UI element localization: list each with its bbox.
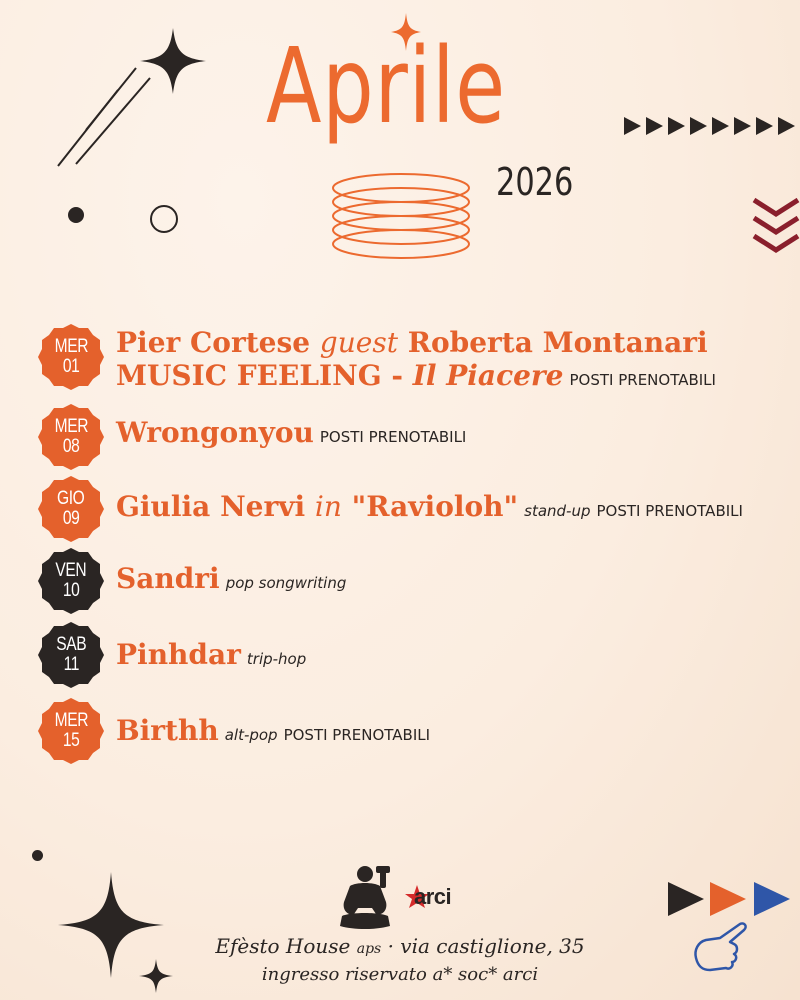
month-title: Aprile bbox=[266, 25, 507, 147]
event-item bbox=[36, 546, 796, 618]
artist-name: Birthh bbox=[116, 714, 219, 747]
guest-name: Roberta Montanari bbox=[407, 326, 708, 359]
show-title: "Ravioloh" bbox=[351, 490, 519, 523]
event-subtitle-line bbox=[116, 359, 716, 397]
date-badge bbox=[36, 546, 106, 616]
chevrons-down-icon bbox=[752, 196, 800, 258]
genre-label: pop songwriting bbox=[225, 574, 347, 592]
rings-icon bbox=[326, 170, 476, 262]
badge-day: MER bbox=[54, 710, 88, 731]
artist-name: Giulia Nervi bbox=[116, 490, 306, 523]
genre-label: trip-hop bbox=[246, 650, 307, 668]
arci-logo-text: arci bbox=[414, 884, 452, 909]
event-item bbox=[36, 696, 796, 768]
genre-label: alt-pop bbox=[224, 726, 278, 744]
arrows-right-icon bbox=[624, 114, 800, 138]
badge-day: VEN bbox=[55, 560, 87, 581]
pointing-hand-icon bbox=[690, 918, 756, 974]
efesto-logo-icon bbox=[336, 862, 394, 932]
date-badge bbox=[36, 620, 106, 690]
event-title-line bbox=[116, 562, 346, 600]
connector-word: in bbox=[314, 490, 342, 523]
event-title-line bbox=[116, 326, 708, 360]
posti-prenotabili-label: POSTI PRENOTABILI bbox=[319, 428, 467, 446]
venue-address: · via castiglione, 35 bbox=[387, 934, 585, 958]
artist-name: Wrongonyou bbox=[116, 416, 314, 449]
genre-label: stand-up bbox=[524, 502, 591, 520]
badge-date: 15 bbox=[62, 730, 80, 751]
badge-day: SAB bbox=[56, 634, 86, 655]
posti-prenotabili-label: POSTI PRENOTABILI bbox=[283, 726, 431, 744]
badge-day: MER bbox=[54, 336, 88, 357]
venue-suffix: aps bbox=[356, 941, 382, 957]
show-subtitle: Il Piacere bbox=[412, 359, 564, 392]
event-item bbox=[36, 474, 796, 546]
date-badge bbox=[36, 322, 106, 392]
badge-date: 11 bbox=[63, 654, 79, 675]
badge-date: 01 bbox=[62, 356, 80, 377]
show-title: MUSIC FEELING - bbox=[116, 359, 403, 392]
year-label: 2026 bbox=[496, 160, 574, 204]
badge-date: 08 bbox=[62, 436, 80, 457]
event-title-line bbox=[116, 490, 743, 528]
event-item bbox=[36, 620, 796, 692]
posti-prenotabili-label: POSTI PRENOTABILI bbox=[569, 371, 716, 389]
badge-date: 09 bbox=[62, 508, 80, 529]
posti-prenotabili-label: POSTI PRENOTABILI bbox=[596, 502, 743, 520]
dot-decoration bbox=[32, 850, 43, 861]
circle-outline-decoration bbox=[150, 205, 178, 233]
date-badge bbox=[36, 474, 106, 544]
event-title-line bbox=[116, 638, 306, 676]
date-badge bbox=[36, 402, 106, 472]
badge-day: MER bbox=[54, 416, 88, 437]
date-badge bbox=[36, 696, 106, 766]
event-title-line bbox=[116, 416, 466, 454]
guest-label: guest bbox=[319, 326, 398, 359]
event-item bbox=[36, 322, 796, 394]
artist-name: Pinhdar bbox=[116, 638, 241, 671]
artist-name: Sandri bbox=[116, 562, 220, 595]
venue-line bbox=[0, 934, 800, 958]
event-title-line bbox=[116, 714, 430, 752]
venue-name: Efèsto House bbox=[215, 934, 351, 958]
colored-arrows-icon bbox=[664, 878, 800, 920]
speed-lines-decoration bbox=[52, 60, 152, 170]
badge-day: GIO bbox=[57, 488, 85, 509]
event-item bbox=[36, 402, 796, 474]
membership-note: ingresso riservato a* soc* arci bbox=[261, 964, 539, 985]
artist-name: Pier Cortese bbox=[116, 326, 311, 359]
dot-decoration bbox=[68, 207, 84, 223]
badge-date: 10 bbox=[62, 580, 80, 601]
